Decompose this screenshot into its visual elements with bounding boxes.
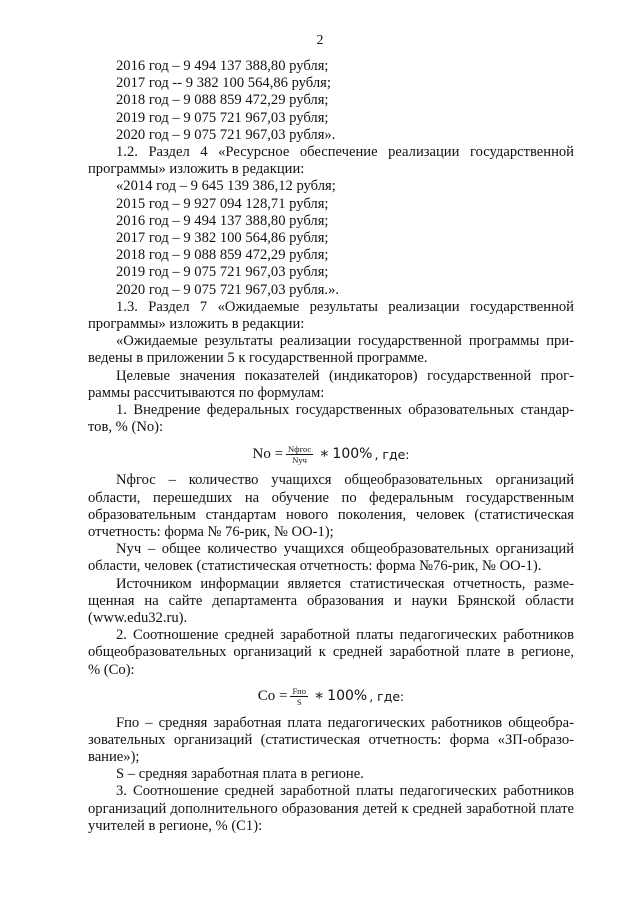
definition-nuch	[88, 541, 574, 575]
text-line: 3. Соотношение средней заработной платы педагогических работников	[116, 783, 574, 800]
year-line: 2018 год – 9 088 859 472,29 рубля;	[116, 247, 329, 264]
text-line: S – средняя заработная плата в регионе.	[116, 766, 364, 783]
year-line: 2016 год – 9 494 137 388,80 рубля;	[116, 58, 329, 74]
paragraph-section-1-2	[88, 144, 574, 178]
formula-numerator: Nфгос	[288, 443, 312, 454]
formula-denominator: S	[296, 697, 302, 708]
definition-s	[88, 766, 574, 783]
text-line: 1. Внедрение федеральных государственных образовательных стандар-	[116, 402, 574, 418]
paragraph-source	[88, 576, 574, 628]
text-line: 1.3. Раздел 7 «Ожидаемые результаты реализации государственной	[116, 298, 574, 315]
year-line: 2020 год – 9 075 721 967,03 рубля.».	[116, 281, 340, 298]
formula-co	[88, 680, 574, 714]
text-line: программы» изложить в редакции:	[88, 316, 305, 333]
years-block-a	[88, 58, 574, 144]
paragraph-section-1-3	[88, 299, 574, 333]
text-line: 2. Соотношение средней заработной платы педагогических работников	[116, 627, 574, 644]
text-line: вание»);	[88, 749, 140, 766]
formula-denominator: Nуч	[292, 454, 307, 465]
text-line: Источником информации является статистическая отчетность, разме-	[116, 575, 574, 592]
text-line: области, перешедших на обучение по федеральным государственным	[88, 489, 574, 506]
paragraph-item-1	[88, 402, 574, 436]
formula-operator: ∗	[319, 445, 330, 462]
text-line: программы» изложить в редакции:	[88, 161, 305, 178]
year-line: «2014 год – 9 645 139 386,12 рубля;	[116, 178, 336, 195]
formula-lhs: No =	[252, 445, 284, 462]
definition-fpo	[88, 715, 574, 767]
text-line: (www.edu32.ru).	[88, 609, 188, 626]
paragraph-item-3	[88, 783, 574, 835]
text-line: Nуч – общее количество учащихся общеобразовательных организаций	[116, 541, 574, 558]
page-number: 2	[316, 33, 324, 48]
year-line: 2019 год – 9 075 721 967,03 рубля;	[116, 109, 329, 126]
year-line: 2017 год -- 9 382 100 564,86 рубля;	[116, 75, 331, 92]
formula-operator: ∗	[313, 688, 325, 705]
year-line: 2019 год – 9 075 721 967,03 рубля;	[116, 264, 329, 281]
years-block-b	[88, 178, 574, 298]
document-body	[88, 58, 574, 835]
text-line: % (Со):	[88, 661, 135, 678]
formula-lhs: Со =	[257, 688, 288, 705]
formula-percent: 100%	[327, 688, 368, 705]
text-line: «Ожидаемые результаты реализации государственной программы при-	[116, 333, 574, 350]
year-line: 2016 год – 9 494 137 388,80 рубля;	[116, 212, 329, 229]
year-line: 2020 год – 9 075 721 967,03 рубля».	[116, 126, 336, 143]
formula-fraction	[290, 686, 308, 707]
year-line: 2018 год – 9 088 859 472,29 рубля;	[116, 92, 329, 109]
year-line: 2017 год – 9 382 100 564,86 рубля;	[116, 230, 329, 247]
year-line: 2015 год – 9 927 094 128,71 рубля;	[116, 195, 329, 212]
formula-no	[88, 437, 574, 471]
text-line: щенная на сайте департамента образования и науки Брянской области	[88, 592, 574, 609]
text-line: Целевые значения показателей (индикаторов) государственной прог-	[116, 367, 574, 384]
paragraph-target-values	[88, 368, 574, 402]
text-line: ведены в приложении 5 к государственной программе.	[88, 350, 428, 367]
text-line: тов, % (No):	[88, 419, 164, 436]
formula-numerator: Fпо	[292, 686, 306, 697]
text-line: 1.2. Раздел 4 «Ресурсное обеспечение реализации государственной	[116, 144, 574, 161]
text-line: организаций дополнительного образования детей к средней заработной плате	[88, 800, 574, 817]
text-line: образовательным стандартам нового поколения, человек (статистическая	[88, 506, 574, 523]
text-line: области, человек (статистическая отчетность: форма №76-рик, № ОО-1).	[88, 558, 542, 575]
formula-fraction	[286, 444, 313, 465]
text-line: Nфгос – количество учащихся общеобразовательных организаций	[116, 472, 574, 489]
text-line: раммы рассчитываются по формулам:	[88, 384, 325, 401]
formula-percent: 100%	[332, 445, 373, 462]
text-line: общеобразовательных организаций к средней заработной плате в регионе,	[88, 644, 574, 661]
text-line: учителей в регионе, % (С1):	[88, 817, 263, 834]
text-line: Fпо – средняя заработная плата педагогических работников общеобра-	[116, 714, 574, 731]
formula-note: , где:	[369, 689, 405, 705]
paragraph-item-2	[88, 627, 574, 679]
text-line: отчетность: форма № 76-рик, № ОО-1);	[88, 523, 334, 540]
text-line: зовательных организаций (статистическая отчетность: форма «ЗП-образо-	[88, 731, 574, 748]
formula-note: , где:	[374, 446, 410, 462]
paragraph-expected-results	[88, 333, 574, 367]
definition-nfgos	[88, 472, 574, 541]
